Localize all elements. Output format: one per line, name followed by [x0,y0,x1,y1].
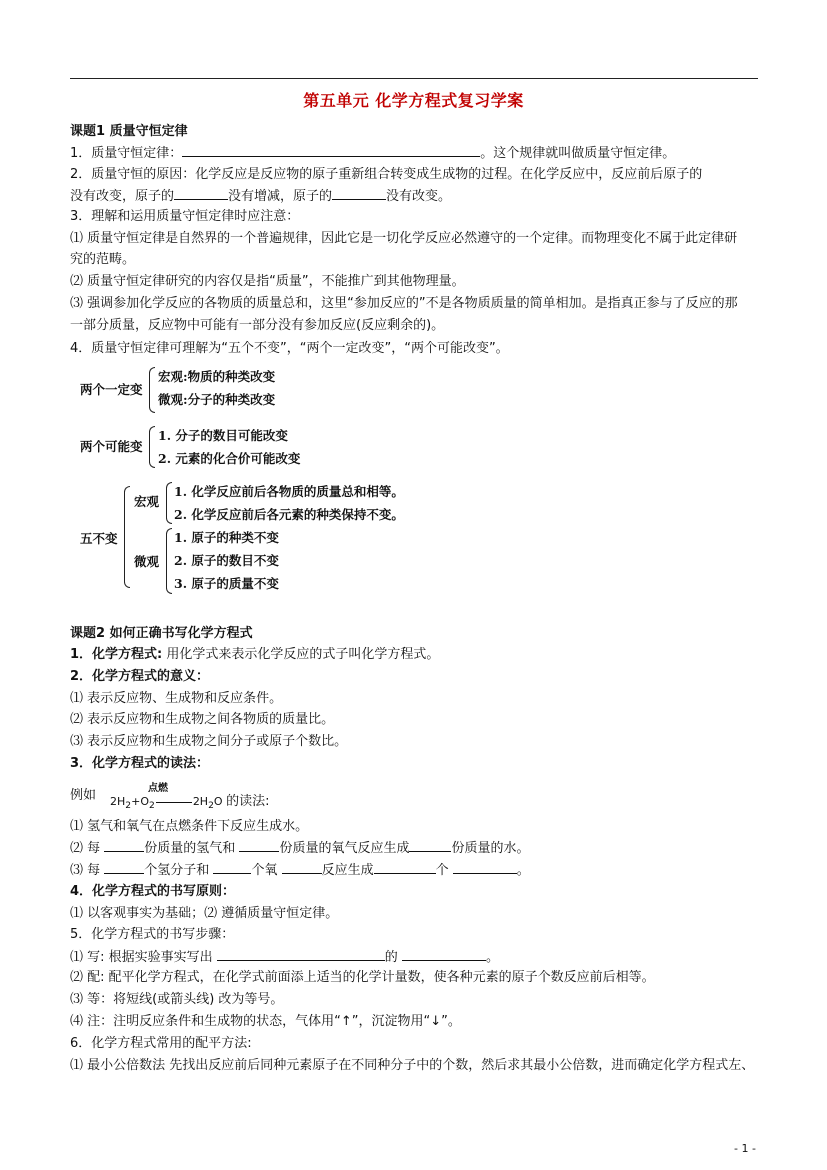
step-balance: ⑵ 配: 配平化学方程式，在化学式前面添上适当的化学计量数，使各种元素的原子个数反应前后相等。 [70,970,655,985]
lesson2-point3: 3．化学方程式的读法： [70,756,210,771]
step-annotate: ⑷ 注：注明反应条件和生成物的状态，气体用“↑”，沉淀物用“↓”。 [70,1014,461,1029]
text: 的 [384,950,398,965]
text: 。 [516,863,530,878]
fill-blank [104,839,144,852]
text: ⑶ 每 [70,863,101,878]
label: 1．化学方程式: [70,647,163,662]
text: 反应生成 [321,863,374,878]
fill-blank [213,861,251,874]
lesson1-heading: 课题1 质量守恒定律 [70,124,188,139]
eq-sub: 2 [148,800,155,812]
lesson1-note3-cont: 一部分质量，反应物中可能有一部分没有参加反应(反应剩余的)。 [70,318,445,333]
lesson2-point4: 4．化学方程式的书写原则： [70,884,236,899]
five-unchanged-label: 五不变 [80,531,118,546]
macro-label: 宏观 [134,494,160,509]
micro-label: 微观 [134,554,160,569]
macro-unchanged-2: 2. 化学反应前后各元素的种类保持不变。 [174,507,404,522]
brace [149,367,155,413]
meaning-3: ⑶ 表示反应物和生成物之间分子或原子个数比。 [70,734,348,749]
text: 没有改变。 [386,189,452,204]
reaction-arrow [156,802,192,803]
text: 没有增减，原子的 [228,189,333,204]
fill-blank [409,839,451,852]
conservation-diagram [70,362,440,598]
eq-suffix: 的读法: [226,794,270,809]
lesson2-point2: 2．化学方程式的意义： [70,669,210,684]
text: 。 [485,950,499,965]
text: 用化学式来表示化学反应的式子叫化学方程式。 [162,647,440,662]
text: 份质量的氧气反应生成 [279,841,410,856]
lesson1-point1 [70,144,675,163]
page-number: - 1 - [734,1142,756,1155]
reading-1: ⑴ 氢气和氧气在点燃条件下反应生成水。 [70,819,309,834]
eq-text: +O [131,795,149,808]
text: 没有改变，原子的 [70,189,175,204]
may-change-1: 1. 分子的数目可能改变 [158,428,288,443]
brace [166,482,172,524]
step-equal: ⑶ 等：将短线(或箭头线) 改为等号。 [70,992,284,1007]
lesson1-point2: 2．质量守恒的原因：化学反应是反应物的原子重新组合转变成生成物的过程。在化学反应中，反应前后原子的 [70,167,703,182]
reaction-condition: 点燃 [148,783,168,794]
fill-blank [217,948,385,961]
brace [149,426,155,468]
fill-blank [332,187,386,200]
macro-unchanged-1: 1. 化学反应前后各物质的质量总和相等。 [174,484,404,499]
page-title: 第五单元 化学方程式复习学案 [303,91,524,110]
text: 。这个规律就叫做质量守恒定律。 [480,146,676,161]
lesson2-point1 [70,646,439,664]
fill-blank [239,839,279,852]
eq-text: 2H [192,795,209,808]
lesson1-point2-cont [70,187,451,206]
example-prefix: 例如 [70,788,97,803]
fill-blank [104,861,144,874]
fill-blank [453,861,517,874]
meaning-1: ⑴ 表示反应物、生成物和反应条件。 [70,691,283,706]
text: 份质量的水。 [451,841,530,856]
lesson1-note2: ⑵ 质量守恒定律研究的内容仅是指“质量”，不能推广到其他物理量。 [70,274,465,289]
text: 1．质量守恒定律： [70,146,183,161]
macro-change: 宏观:物质的种类改变 [158,369,276,384]
text: 份质量的氢气和 [144,841,236,856]
micro-unchanged-1: 1. 原子的种类不变 [174,530,279,545]
fill-blank [174,187,228,200]
text: 个氧 [251,863,278,878]
reading-3 [70,861,530,880]
step-write [70,948,499,967]
lesson1-note1-cont: 究的范畴。 [70,252,136,267]
lesson1-note1: ⑴ 质量守恒定律是自然界的一个普遍规律，因此它是一切化学反应必然遵守的一个定律。而物理变化不属于此定律研 [70,231,738,246]
lesson2-point6: 6．化学方程式常用的配平方法: [70,1036,252,1051]
header-rule [70,78,758,79]
two-may-change-label: 两个可能变 [80,439,143,454]
two-must-change-label: 两个一定变 [80,382,143,397]
fill-blank [402,948,486,961]
text: ⑵ 每 [70,841,101,856]
brace [124,486,130,588]
lesson1-point4: 4．质量守恒定律可理解为“五个不变”，“两个一定改变”，“两个可能改变”。 [70,341,509,356]
text: ⑴ 写: 根据实验事实写出 [70,950,213,965]
lesson2-heading: 课题2 如何正确书写化学方程式 [70,626,253,641]
lesson1-note3: ⑶ 强调参加化学反应的各物质的质量总和，这里“参加反应的”不是各物质质量的简单相加。是指真正参与了反应的那 [70,296,738,311]
fill-blank [374,861,436,874]
text: 个 [435,863,449,878]
may-change-2: 2. 元素的化合价可能改变 [158,451,301,466]
lesson1-point3: 3．理解和运用质量守恒定律时应注意： [70,209,300,224]
eq-sub: 2 [208,800,214,812]
fill-blank [282,861,322,874]
micro-unchanged-3: 3. 原子的质量不变 [174,576,279,591]
micro-change: 微观:分子的种类改变 [158,392,276,407]
principles: ⑴ 以客观事实为基础；⑵ 遵循质量守恒定律。 [70,906,339,921]
chemical-equation [110,790,269,811]
meaning-2: ⑵ 表示反应物和生成物之间各物质的质量比。 [70,712,335,727]
brace [166,528,172,594]
lcm-method: ⑴ 最小公倍数法 先找出反应前后同种元素原子在不同种分子中的个数，然后求其最小公倍数，进而确定化学方程式左、 [70,1058,755,1073]
lesson2-point5: 5．化学方程式的书写步骤： [70,927,235,942]
text: 个氢分子和 [144,863,210,878]
eq-text: O [213,795,223,808]
fill-blank [182,144,480,157]
eq-sub: 2 [125,800,132,812]
reading-2 [70,839,529,858]
micro-unchanged-2: 2. 原子的数目不变 [174,553,279,568]
eq-text: 2H [110,795,126,808]
